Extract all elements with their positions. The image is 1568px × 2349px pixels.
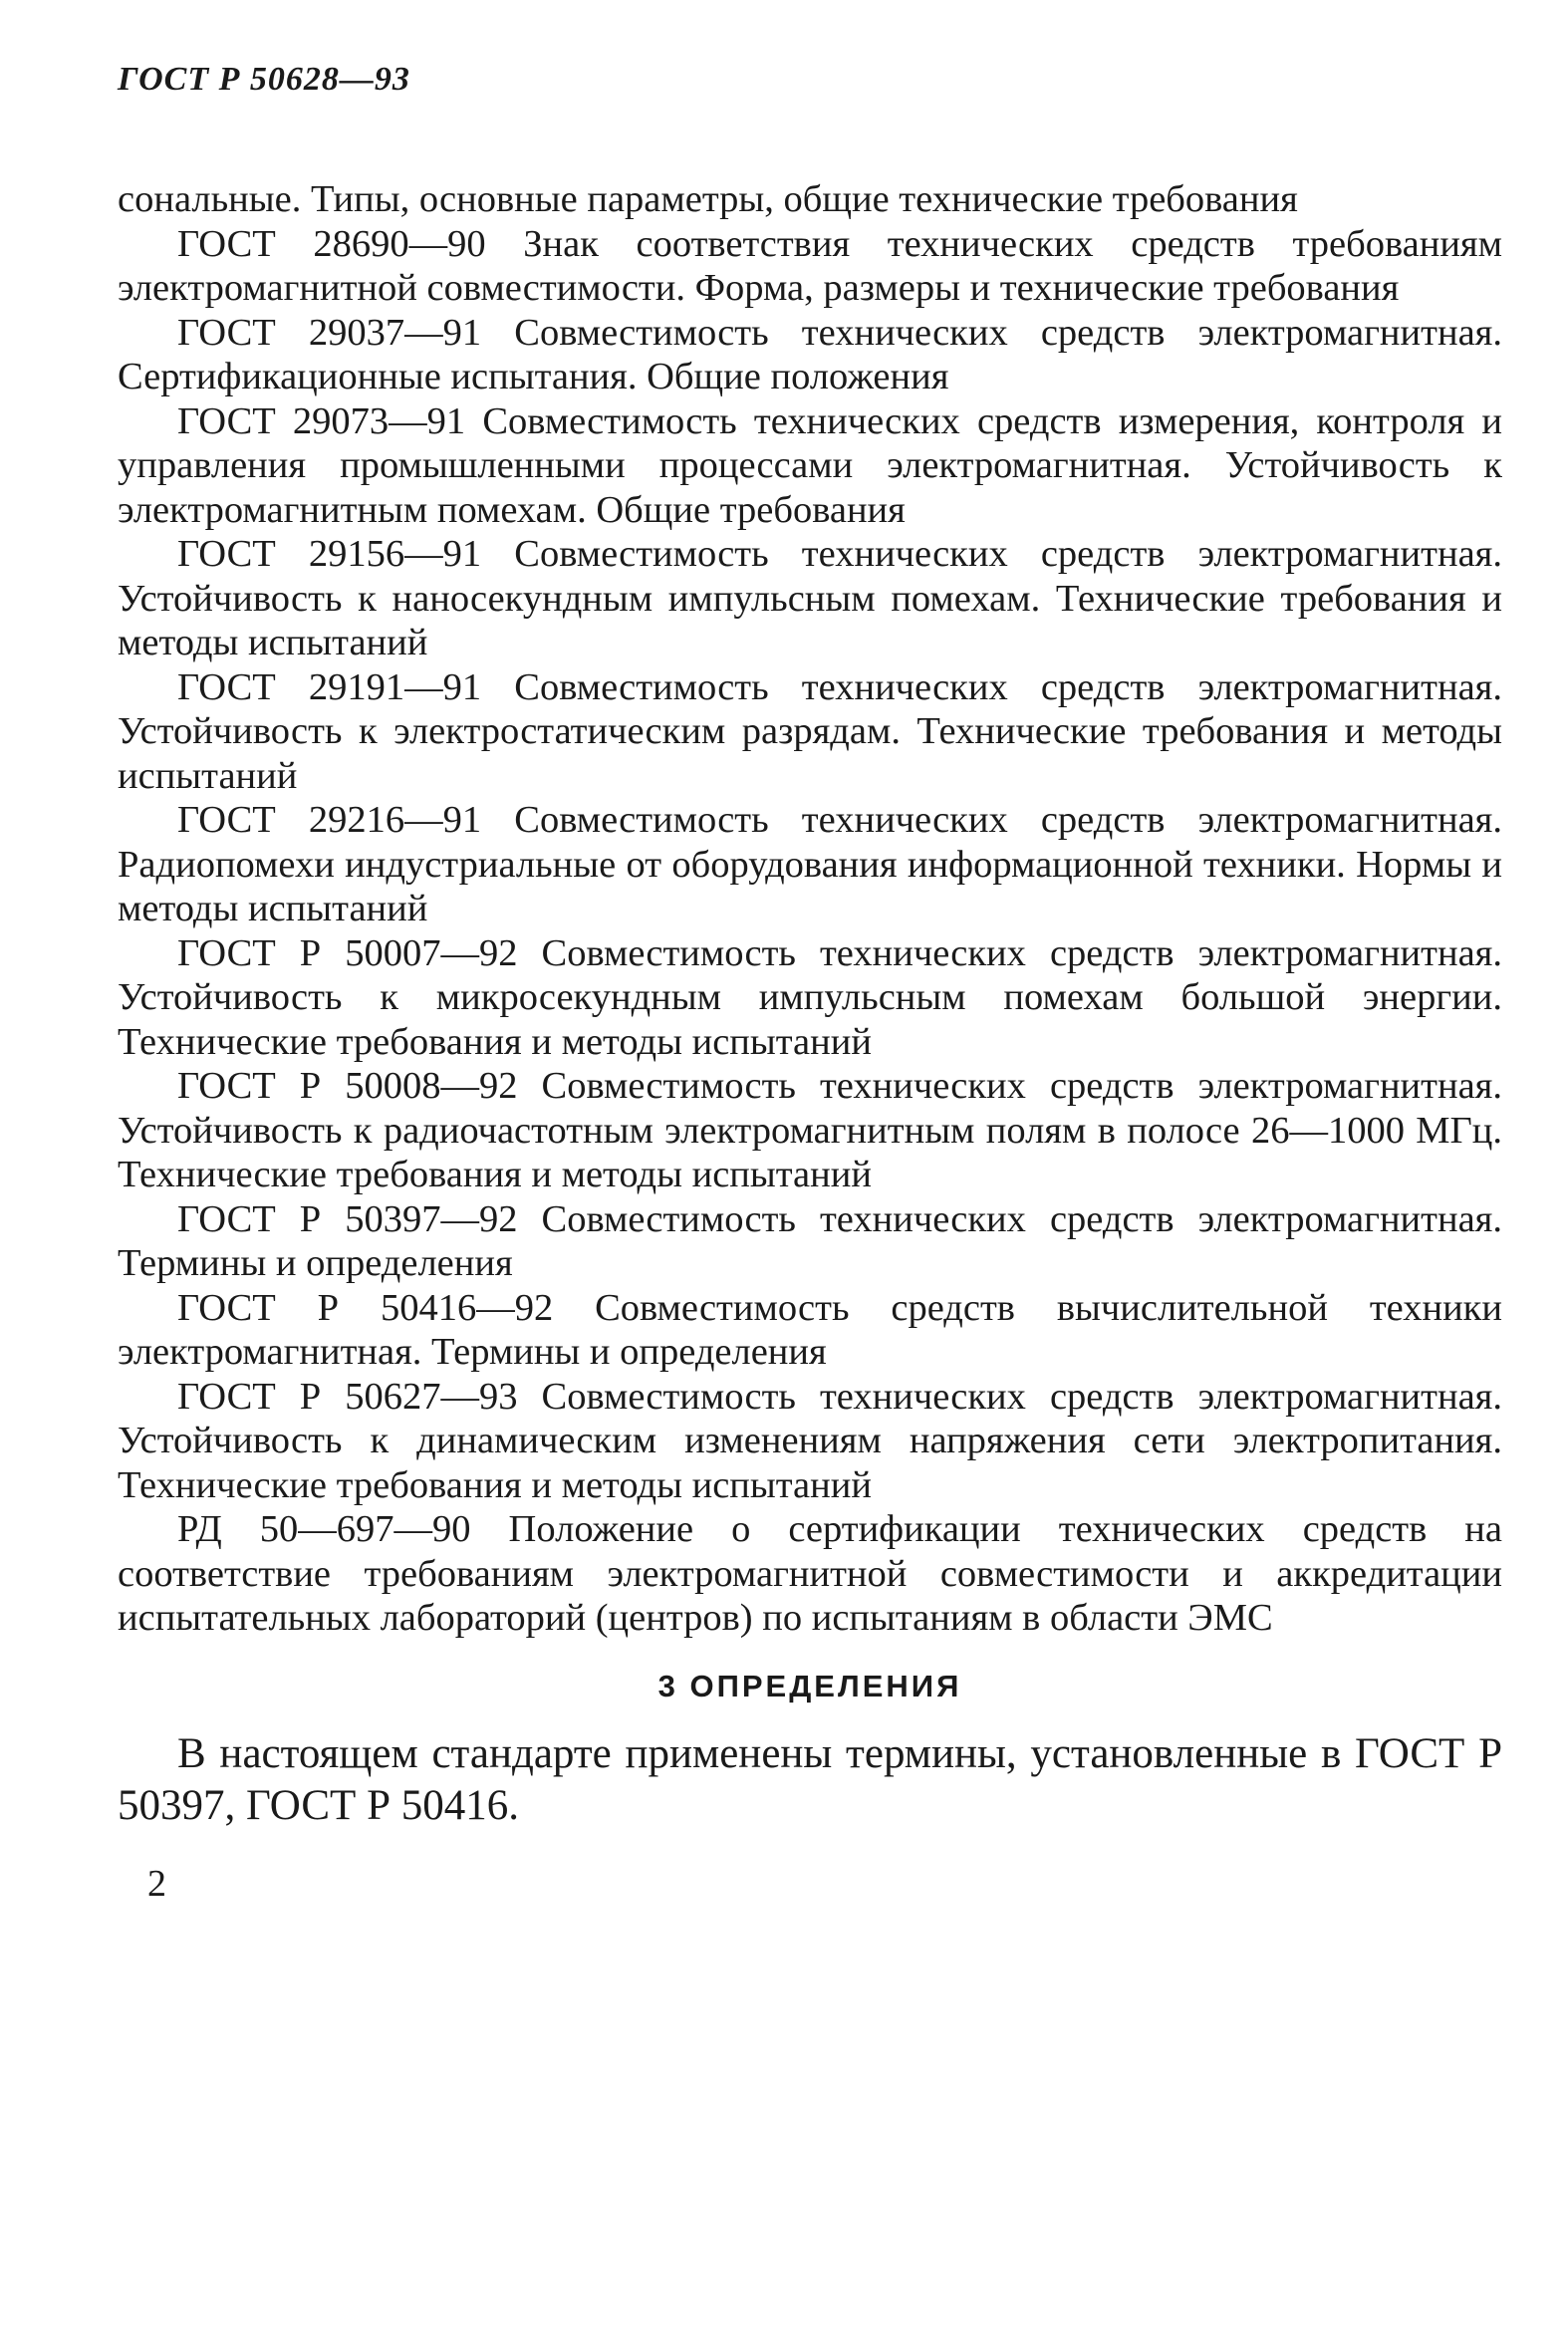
reference-item: ГОСТ Р 50397—92 Совместимость технических средств электромагнитная. Термины и определения xyxy=(118,1197,1502,1284)
document-page xyxy=(118,60,1502,1906)
reference-item: ГОСТ 29216—91 Совместимость технических средств электромагнитная. Радиопомехи индустриальные от оборудования информационной техники. Нормы и методы испытаний xyxy=(118,799,1502,929)
reference-item: ГОСТ 29073—91 Совместимость технических средств измерения, контроля и управления промышленными процессами электромагнитная. Устойчивость к электромагнитным помехам. Общие требования xyxy=(118,399,1502,531)
reference-continuation: сональные. Типы, основные параметры, общие технические требования xyxy=(118,178,1298,220)
reference-item: ГОСТ 29037—91 Совместимость технических средств электромагнитная. Сертификационные испытания. Общие положения xyxy=(118,311,1502,397)
reference-item: ГОСТ Р 50008—92 Совместимость технических средств электромагнитная. Устойчивость к радиочастотным электромагнитным полям в полосе 26—1000 МГц. Технические требования и методы испытаний xyxy=(118,1065,1502,1195)
reference-item: РД 50—697—90 Положение о сертификации технических средств на соответствие требованиям электромагнитной совместимости и аккредитации испытательных лабораторий (центров) по испытаниям в области ЭМС xyxy=(118,1508,1502,1639)
page-number: 2 xyxy=(147,1862,166,1905)
reference-item: ГОСТ 28690—90 Знак соответствия технических средств требованиям электромагнитной совместимости. Форма, размеры и технические требования xyxy=(118,222,1502,309)
reference-item: ГОСТ Р 50007—92 Совместимость технических средств электромагнитная. Устойчивость к микросекундным импульсным помехам большой энергии. Технические требования и методы испытаний xyxy=(118,931,1502,1063)
reference-item: ГОСТ 29156—91 Совместимость технических средств электромагнитная. Устойчивость к наносекундным импульсным помехам. Технические требования и методы испытаний xyxy=(118,533,1502,663)
normative-references xyxy=(118,177,1502,1641)
running-title: ГОСТ Р 50628—93 xyxy=(118,61,410,98)
reference-item: ГОСТ 29191—91 Совместимость технических средств электромагнитная. Устойчивость к электростатическим разрядам. Технические требования и методы испытаний xyxy=(118,665,1502,797)
reference-item: ГОСТ Р 50416—92 Совместимость средств вычислительной техники электромагнитная. Термины и определения xyxy=(118,1286,1502,1373)
reference-item: ГОСТ Р 50627—93 Совместимость технических средств электромагнитная. Устойчивость к динамическим изменениям напряжения сети электропитания. Технические требования и методы испытаний xyxy=(118,1375,1502,1506)
section-body: В настоящем стандарте применены термины, установленные в ГОСТ Р 50397, ГОСТ Р 50416. xyxy=(118,1729,1502,1829)
section-heading: 3 ОПРЕДЕЛЕНИЯ xyxy=(657,1668,962,1703)
